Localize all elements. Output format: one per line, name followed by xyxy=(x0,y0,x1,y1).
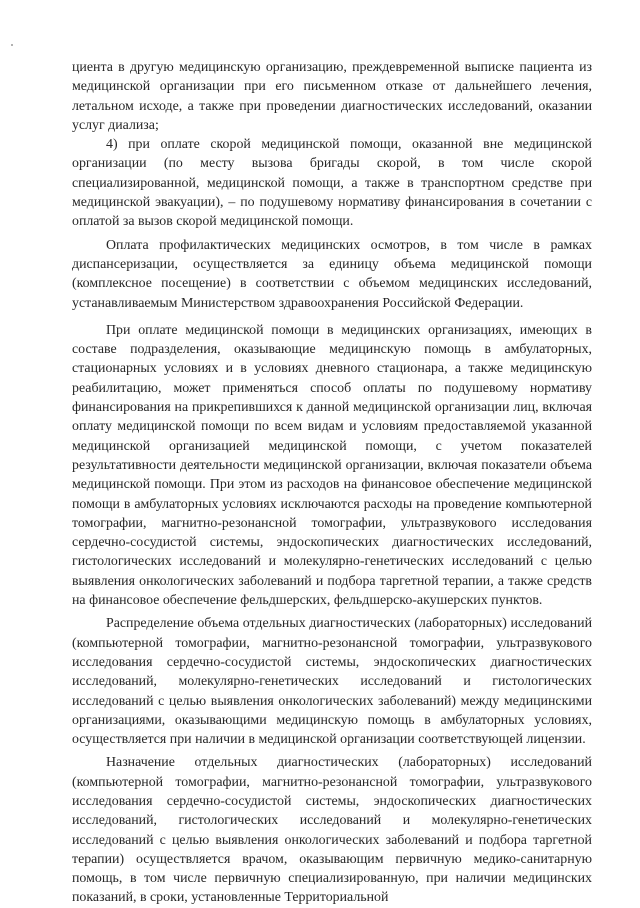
paragraph-continuation: циента в другую медицинскую организацию, преждевременной выписке пациента из медицинской организации при его письменном отказе от дальнейшего лечения, летальном исходе, а также при проведении диагностических исследований, оказании услуг диализа; xyxy=(72,60,592,133)
paragraph-item-4: 4) при оплате скорой медицинской помощи, оказанной вне медицинской организации (по месту вызова бригады скорой, в том числе скорой специализированной, медицинской помощи, а также в транспортном средстве при медицинской эвакуации), – по подушевому нормативу финансирования в сочетании с оплатой за вызов скорой медицинской помощи. xyxy=(72,137,592,230)
paragraph-preventive-exams: Оплата профилактических медицинских осмотров, в том числе в рамках диспансеризации, осуществляется за единицу объема медицинской помощи (комплексное посещение) в соответствии с объемом медицинских исследований, устанавливаемым Министерством здравоохранения Российской Федерации. xyxy=(72,237,592,311)
paragraph-distribution: Распределение объема отдельных диагностических (лабораторных) исследований (компьютерной томографии, магнитно-резонансной томографии, ультразвукового исследования сердечно-сосудистой системы, эндоскопических диагностических исследований, молекулярно-генетических исследований и гистологических исследований с целью выявления онкологических заболеваний) между медицинскими организациями, оказывающими медицинскую помощь в амбулаторных условиях, осуществляется при наличии в медицинской организации соответствующей лицензии. xyxy=(72,616,592,748)
paragraph-per-capita-payment: При оплате медицинской помощи в медицинских организациях, имеющих в составе подразделения, оказывающие медицинскую помощь в амбулаторных, стационарных условиях и в условиях дневного стационара, а также медицинскую реабилитацию, может применяться способ оплаты по подушевому нормативу финансирования на прикрепившихся к данной медицинской организации лиц, включая оплату медицинской помощи по всем видам и условиям предоставляемой указанной медицинской организацией медицинской помощи, с учетом показателей результативности деятельности медицинской организации, включая показатели объема медицинской помощи. При этом из расходов на финансовое обеспечение медицинской помощи в амбулаторных условиях исключаются расходы на проведение компьютерной томографии, магнитно-резонансной томографии, ультразвукового исследования сердечно-сосудистой системы, эндоскопических диагностических исследований, гистологических исследований и молекулярно-генетических исследований с целью выявления онкологических заболеваний и подбора таргетной терапии, а также средств на финансовое обеспечение фельдшерских, фельдшерско-акушерских пунктов. xyxy=(72,322,592,609)
document-page xyxy=(72,58,592,908)
paragraph-prescription: Назначение отдельных диагностических (лабораторных) исследований (компьютерной томографии, магнитно-резонансной томографии, ультразвукового исследования сердечно-сосудистой системы, эндоскопических диагностических исследований, гистологических исследований и молекулярно-генетических исследований с целью выявления онкологических заболеваний и подбора таргетной терапии) осуществляется врачом, оказывающим первичную медико-санитарную помощь, в том числе первичную специализированную, при наличии медицинских показаний, в сроки, установленные Территориальной xyxy=(72,755,592,906)
scan-speck xyxy=(11,44,13,46)
